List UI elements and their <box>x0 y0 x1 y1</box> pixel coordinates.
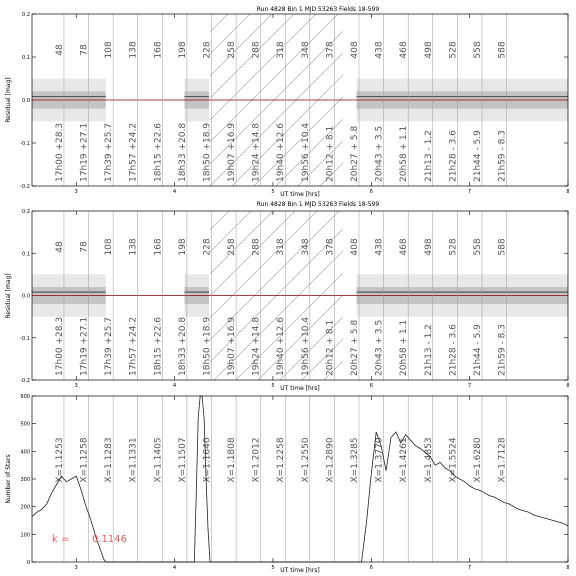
field-number-label: 318 <box>276 41 287 59</box>
field-number-label: 468 <box>399 238 410 256</box>
field-number-label: 258 <box>227 238 238 256</box>
airmass-label: X=1.1258 <box>79 437 90 483</box>
y-tick-label: -0.1 <box>20 335 30 342</box>
field-number-label: 438 <box>374 238 385 256</box>
airmass-label: X=1.4853 <box>423 437 434 483</box>
field-number-label: 78 <box>79 44 90 56</box>
field-number-label: 48 <box>54 44 65 56</box>
field-number-label: 498 <box>423 41 434 59</box>
field-number-label: 588 <box>497 41 508 59</box>
field-coord-label: 21h28 - 3.6 <box>448 130 459 182</box>
field-number-label: 408 <box>350 41 361 59</box>
field-coord-label: 19h07 +16.9 <box>227 316 238 376</box>
field-coord-label: 21h44 - 5.9 <box>472 130 483 182</box>
airmass-label: X=1.1640 <box>202 437 213 483</box>
y-tick-label: -0.2 <box>20 184 30 190</box>
airmass-label: X=1.1331 <box>128 437 139 483</box>
x-tick-label: 3 <box>74 565 78 571</box>
field-number-label: 228 <box>202 41 213 59</box>
x-tick-label: 4 <box>173 565 177 571</box>
field-coord-label: 20h43 + 3.5 <box>374 319 385 376</box>
airmass-label: X=1.2258 <box>276 437 287 483</box>
airmass-label: X=1.2890 <box>325 437 336 483</box>
field-number-label: 138 <box>128 41 139 59</box>
field-number-label: 228 <box>202 238 213 256</box>
x-tick-label: 6 <box>369 383 373 389</box>
field-number-label: 108 <box>104 41 115 59</box>
y-tick-label: 100 <box>20 532 30 539</box>
k-annotation-value: 0.1146 <box>92 534 127 545</box>
x-tick-label: 5 <box>271 189 275 195</box>
field-coord-label: 17h39 +25.7 <box>104 316 115 376</box>
field-number-label: 198 <box>177 41 188 59</box>
y-tick-label: 0.2 <box>22 12 30 18</box>
airmass-label: X=1.2550 <box>300 437 311 483</box>
field-coord-label: 20h58 + 1.1 <box>399 319 410 376</box>
top-panel-body <box>20 12 569 195</box>
field-number-label: 408 <box>350 238 361 256</box>
field-coord-label: 19h40 +12.6 <box>276 122 287 182</box>
field-coord-label: 18h33 +20.8 <box>177 316 188 376</box>
field-coord-label: 18h33 +20.8 <box>177 122 188 182</box>
field-coord-label: 19h07 +16.9 <box>227 122 238 182</box>
top-panel-title: Run 4828 Bin 1 MJD 53263 Fields 18-599 <box>256 6 380 13</box>
field-coord-label: 20h12 + 8.1 <box>325 319 336 376</box>
x-tick-label: 6 <box>369 565 373 571</box>
field-number-label: 318 <box>276 238 287 256</box>
field-coord-label: 21h59 - 8.3 <box>497 324 508 376</box>
x-tick-label: 6 <box>369 189 373 195</box>
y-tick-label: 300 <box>20 477 30 483</box>
y-tick-label: 0.2 <box>22 209 30 215</box>
x-tick-label: 7 <box>468 565 472 571</box>
middle-panel-body <box>20 209 569 389</box>
field-number-label: 78 <box>79 241 90 253</box>
field-number-label: 138 <box>128 238 139 256</box>
x-tick-label: 5 <box>271 565 275 571</box>
field-number-label: 528 <box>448 238 459 256</box>
field-coord-label: 17h57 +24.2 <box>128 316 139 376</box>
y-tick-label: 500 <box>20 421 30 428</box>
middle-ylabel: Residual [mag] <box>5 273 12 319</box>
field-number-label: 378 <box>325 41 336 59</box>
field-coord-label: 20h43 + 3.5 <box>374 125 385 182</box>
y-tick-label: 600 <box>20 394 30 400</box>
field-coord-label: 20h27 + 5.8 <box>350 319 361 376</box>
field-coord-label: 18h15 +22.6 <box>153 316 164 376</box>
field-coord-label: 18h15 +22.6 <box>153 122 164 182</box>
y-tick-label: 0.1 <box>22 251 30 258</box>
field-coord-label: 17h19 +27.1 <box>79 122 90 182</box>
field-number-label: 558 <box>472 41 483 59</box>
x-tick-label: 8 <box>566 383 570 389</box>
field-coord-label: 20h58 + 1.1 <box>399 125 410 182</box>
x-tick-label: 5 <box>271 383 275 389</box>
field-coord-label: 21h59 - 8.3 <box>497 130 508 182</box>
field-coord-label: 19h24 +14.8 <box>251 122 262 182</box>
airmass-label: X=1.5524 <box>448 437 459 483</box>
field-number-label: 168 <box>153 41 164 59</box>
field-coord-label: 20h12 + 8.1 <box>325 125 336 182</box>
y-tick-label: -0.2 <box>20 378 30 384</box>
y-tick-label: 400 <box>20 449 30 456</box>
field-coord-label: 18h50 +18.9 <box>202 316 213 376</box>
field-coord-label: 17h39 +25.7 <box>104 122 115 182</box>
field-coord-label: 21h13 - 1.2 <box>423 130 434 182</box>
x-tick-label: 3 <box>74 383 78 389</box>
y-tick-label: 0 <box>26 560 30 566</box>
field-number-label: 348 <box>300 41 311 59</box>
y-tick-label: 0.0 <box>22 98 30 104</box>
airmass-label: X=1.1253 <box>54 437 65 483</box>
field-coord-label: 19h56 +10.4 <box>300 122 311 182</box>
x-tick-label: 3 <box>74 189 78 195</box>
airmass-label: X=1.1507 <box>177 437 188 483</box>
k-annotation-label: k = <box>52 534 70 545</box>
field-coord-label: 17h57 +24.2 <box>128 122 139 182</box>
bottom-ylabel: Number of Stars <box>5 454 12 504</box>
y-tick-label: 0.1 <box>22 55 30 61</box>
field-coord-label: 19h56 +10.4 <box>300 316 311 376</box>
airmass-label: X=1.1405 <box>153 437 164 483</box>
field-number-label: 288 <box>251 238 262 256</box>
field-coord-label: 17h00 +28.3 <box>54 122 65 182</box>
field-number-label: 438 <box>374 41 385 59</box>
middle-xlabel: UT time [hrs] <box>280 385 320 392</box>
field-number-label: 198 <box>177 238 188 256</box>
x-tick-label: 8 <box>566 189 570 195</box>
field-coord-label: 17h19 +27.1 <box>79 316 90 376</box>
field-number-label: 498 <box>423 238 434 256</box>
field-number-label: 588 <box>497 238 508 256</box>
airmass-label: X=1.1283 <box>104 437 115 483</box>
field-coord-label: 21h28 - 3.6 <box>448 324 459 376</box>
field-number-label: 558 <box>472 238 483 256</box>
field-number-label: 288 <box>251 41 262 59</box>
x-tick-label: 7 <box>468 189 472 195</box>
top-xlabel: UT time [hrs] <box>280 191 320 198</box>
top-ylabel: Residual [mag] <box>5 77 12 123</box>
y-tick-label: -0.1 <box>20 141 30 147</box>
middle-panel-title: Run 4828 Bin 1 MJD 53263 Fields 18-599 <box>256 201 380 208</box>
airmass-label: X=1.7128 <box>497 437 508 483</box>
field-coord-label: 19h40 +12.6 <box>276 316 287 376</box>
field-number-label: 468 <box>399 41 410 59</box>
field-coord-label: 19h24 +14.8 <box>251 316 262 376</box>
field-number-label: 168 <box>153 238 164 256</box>
field-coord-label: 17h00 +28.3 <box>54 316 65 376</box>
y-tick-label: 0.0 <box>22 293 30 300</box>
field-coord-label: 21h44 - 5.9 <box>472 324 483 376</box>
field-number-label: 48 <box>54 241 65 253</box>
top-panel <box>5 6 570 198</box>
x-tick-label: 4 <box>173 189 177 195</box>
airmass-label: X=1.2012 <box>251 437 262 483</box>
x-tick-label: 4 <box>173 383 177 389</box>
y-tick-label: 200 <box>20 504 30 511</box>
field-number-label: 348 <box>300 238 311 256</box>
middle-panel <box>5 201 570 392</box>
field-number-label: 378 <box>325 238 336 256</box>
x-tick-label: 7 <box>468 383 472 389</box>
x-tick-label: 8 <box>566 565 570 571</box>
airmass-label: X=1.6280 <box>472 437 483 483</box>
bottom-panel <box>5 394 570 574</box>
airmass-label: X=1.1808 <box>227 437 238 483</box>
field-number-label: 108 <box>104 238 115 256</box>
field-number-label: 258 <box>227 41 238 59</box>
airmass-label: X=1.3285 <box>350 437 361 483</box>
field-coord-label: 18h50 +18.9 <box>202 122 213 182</box>
field-number-label: 528 <box>448 41 459 59</box>
airmass-label: X=1.3770 <box>374 437 385 483</box>
airmass-label: X=1.4261 <box>399 437 410 483</box>
field-coord-label: 21h13 - 1.2 <box>423 324 434 376</box>
field-coord-label: 20h27 + 5.8 <box>350 125 361 182</box>
bottom-xlabel: UT time [hrs] <box>280 567 320 574</box>
